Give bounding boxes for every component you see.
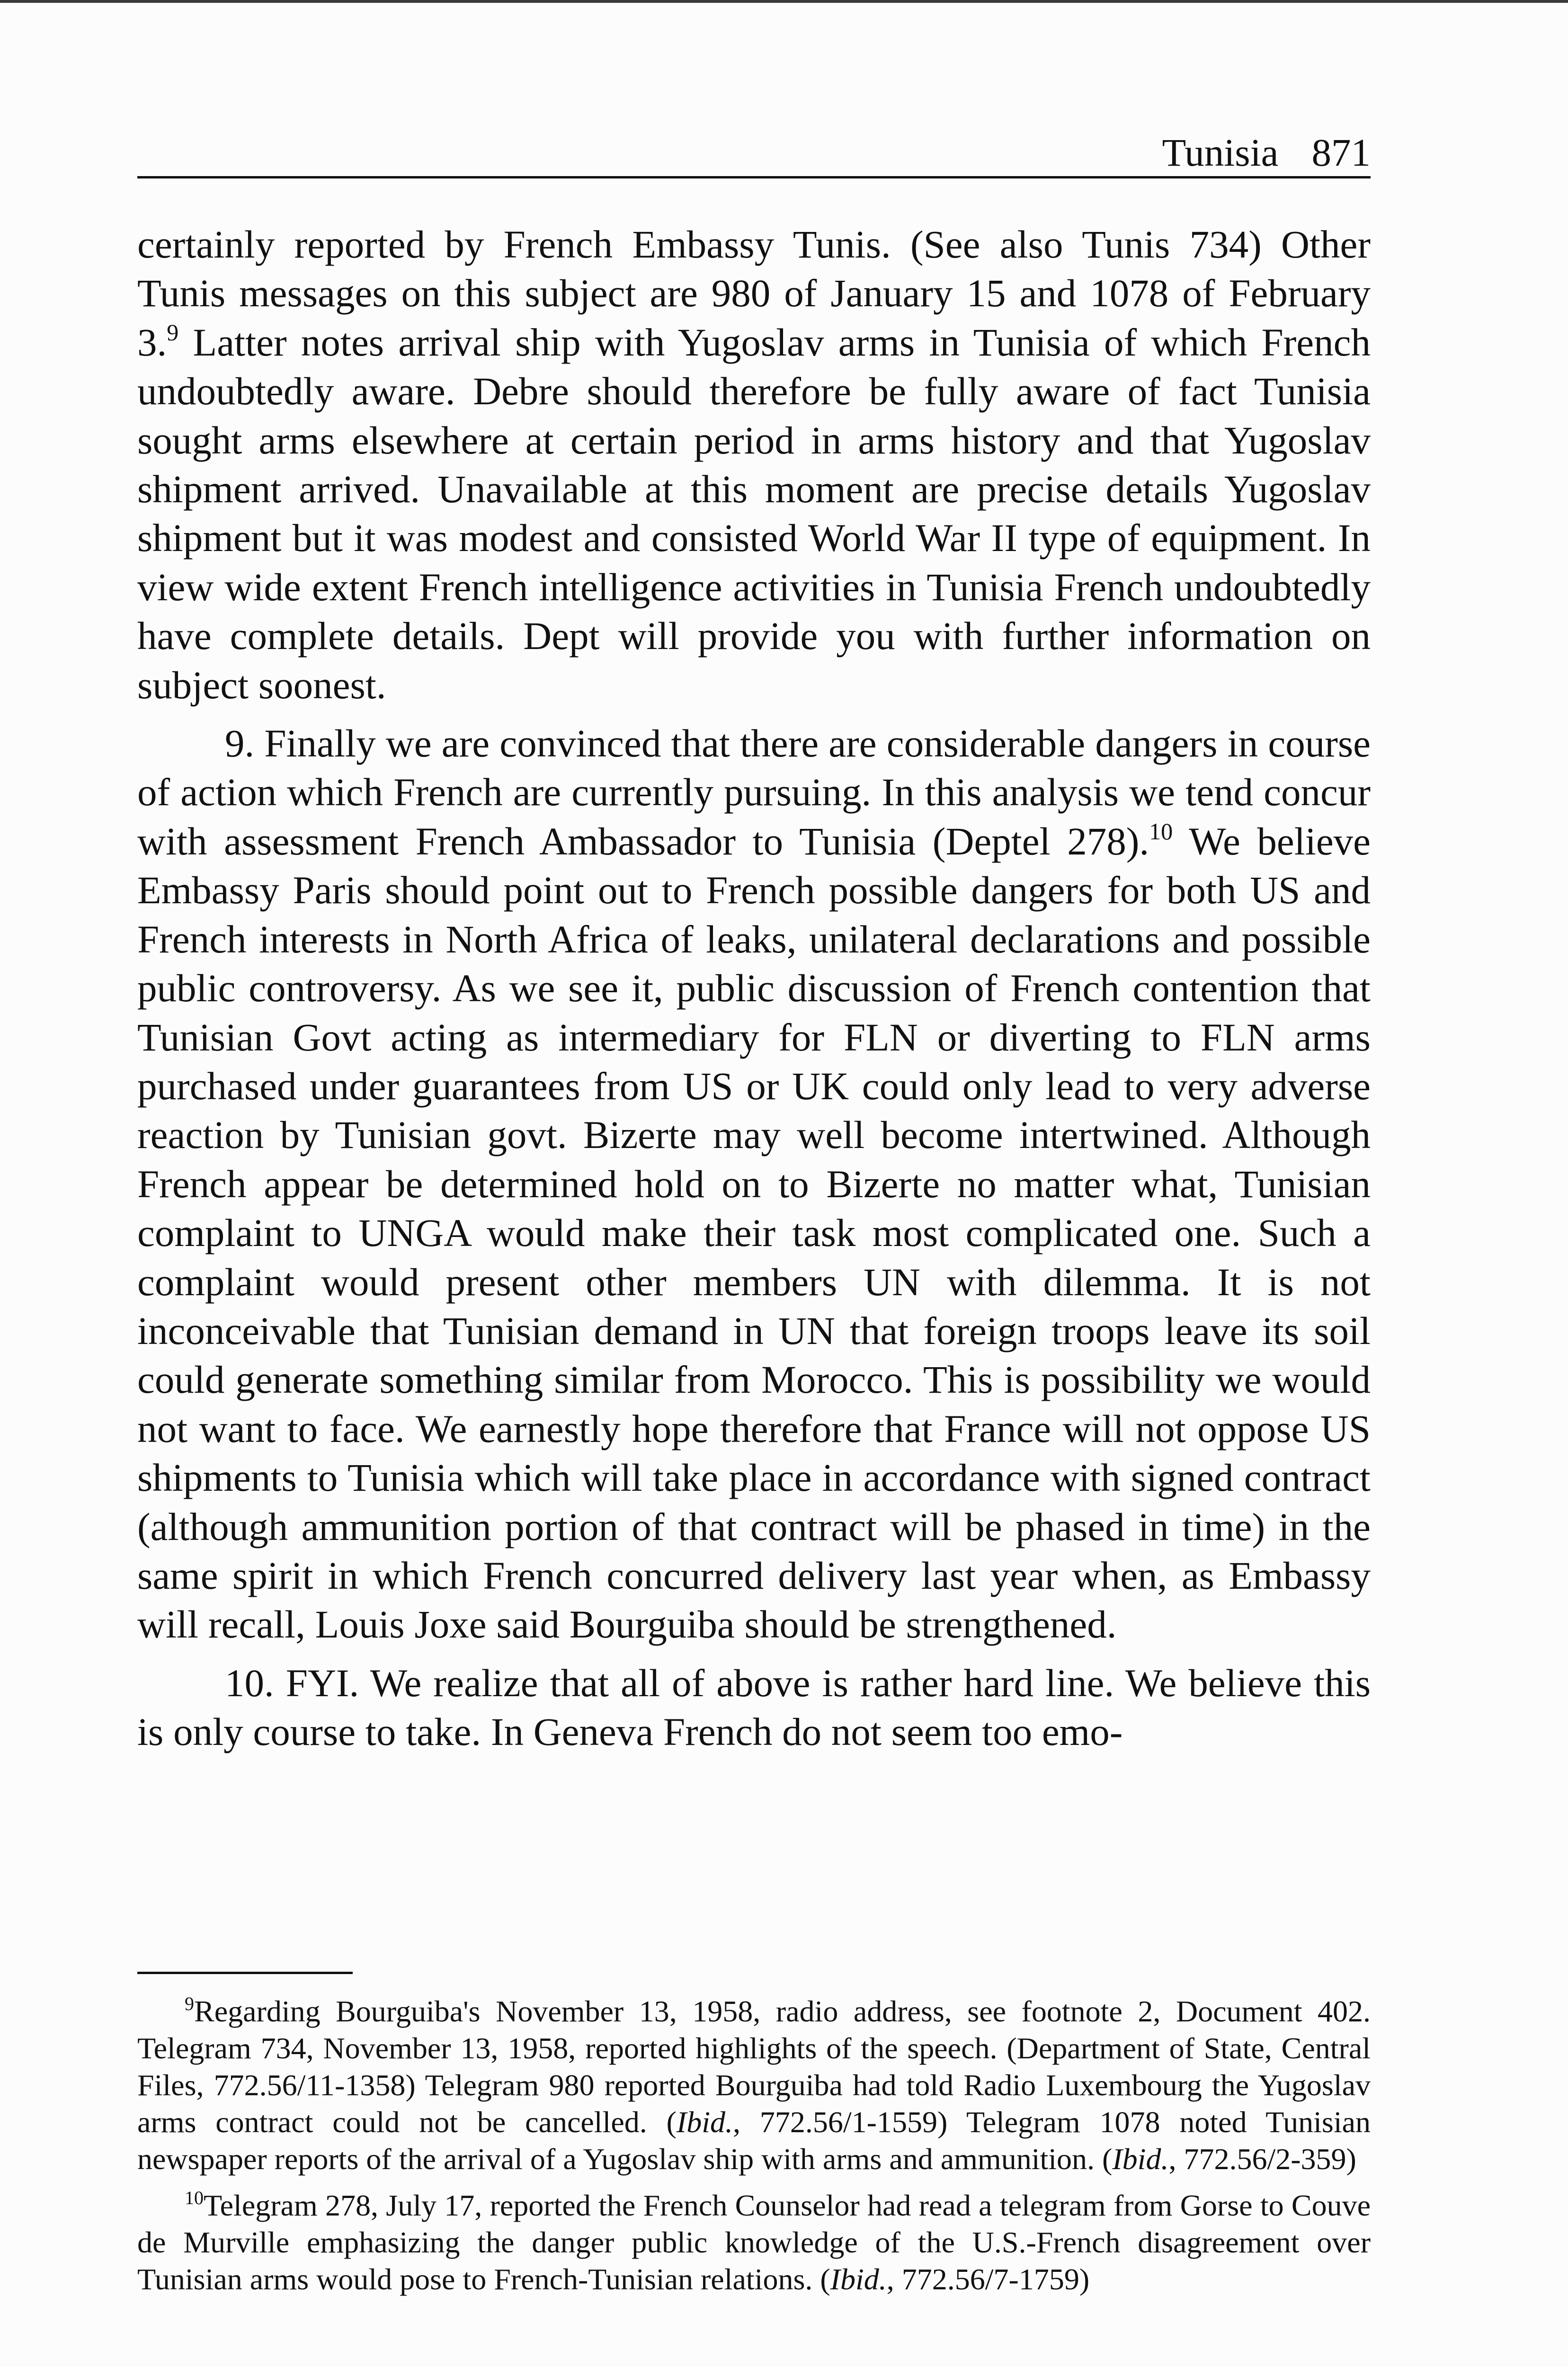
footnote-9: $^9$Regarding Bourguiba's November 13, 1958, radio address, see footnote 2, Document 402. Telegram 734, November 13, 1958, reported highlights of the speech. (Department of State, Central Files, 772.56/11-1358) Telegram 980 reported Bourguiba had told Radio Luxembourg the Yugoslav arms contract could not be cancelled. (Ibid., 772.56/1-1559) Telegram 1078 noted Tunisian newspaper reports of the arrival of a Yugoslav ship with arms and ammunition. (Ibid., 772.56/2-359) xyxy=(137,1993,1371,2176)
footnote-ref-9: 9 xyxy=(167,319,179,346)
running-header xyxy=(137,123,1371,178)
footnote-divider xyxy=(137,1972,353,1974)
body-text xyxy=(137,220,1371,1757)
paragraph-9: 9. Finally we are convinced that there are considerable dangers in course of action which French are currently pursuing. In this analysis we tend concur with assessment French Ambassador to Tunisia (Deptel 278).$^{10}$ We believe Embassy Paris should point out to French possible dangers for both US and French interests in North Africa of leaks, unilateral declarations and possible public controversy. As we see it, public discussion of French contention that Tunisian Govt acting as intermediary for FLN or diverting to FLN arms purchased under guarantees from US or UK could only lead to very adverse reaction by Tunisian govt. Bizerte may well become intertwined. Although French appear be determined hold on to Bizerte no matter what, Tunisian complaint to UNGA would make their task most complicated one. Such a complaint would present other members UN with dilemma. It is not inconceivable that Tunisian demand in UN that foreign troops leave its soil could generate something similar from Morocco. This is possibility we would not want to face. We earnestly hope therefore that France will not oppose US shipments to Tunisia which will take place in accordance with signed contract (although ammunition portion of that contract will be phased in time) in the same spirit in which French concurred delivery last year when, as Embassy will recall, Louis Joxe said Bourguiba should be strengthened. xyxy=(137,721,1371,1646)
scan-edge xyxy=(0,0,1568,3)
page-number: 871 xyxy=(1311,131,1371,174)
footnote-marker: 9 xyxy=(185,1993,194,2014)
paragraph-continuation: certainly reported by French Embassy Tunis. (See also Tunis 734) Other Tunis messages on this subject are 980 of January 15 and 1078 of February 3.$^9$ Latter notes arrival ship with Yugoslav arms in Tunisia of which French undoubtedly aware. Debre should therefore be fully aware of fact Tunisia sought arms elsewhere at certain period in arms history and that Yugoslav shipment arrived. Unavailable at this moment are precise details Yugoslav shipment but it was modest and consisted World War II type of equipment. In view wide extent French intelligence activities in Tunisia French undoubtedly have complete details. Dept will provide you with further information on subject soonest. xyxy=(137,222,1371,707)
footnote-10: $^{10}$Telegram 278, July 17, reported the French Counselor had read a telegram from Gorse to Couve de Murville emphasizing the danger public knowledge of the U.S.-French disagreement over Tunisian arms would pose to French-Tunisian relations. (Ibid., 772.56/7-1759) xyxy=(137,2187,1371,2296)
footnote-marker: 10 xyxy=(185,2187,204,2208)
running-title: Tunisia xyxy=(1162,131,1279,174)
footnotes xyxy=(137,1993,1371,2307)
paragraph-10: 10. FYI. We realize that all of above is rather hard line. We believe this is only course to take. In Geneva French do not seem too emo- xyxy=(137,1661,1371,1754)
footnote-ref-10: 10 xyxy=(1149,818,1173,845)
